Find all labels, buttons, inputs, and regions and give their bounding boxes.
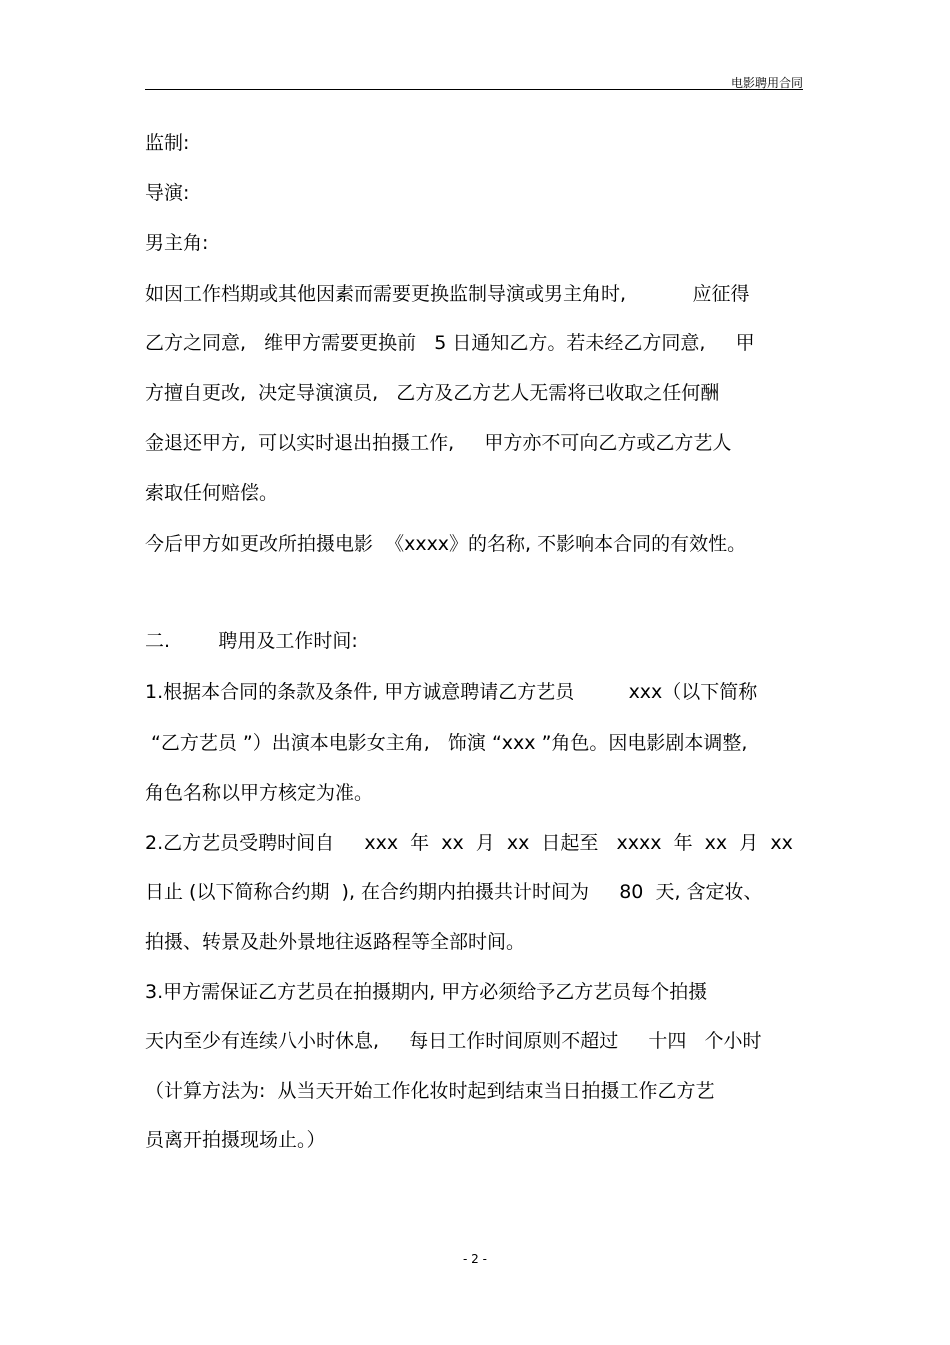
body-line: 导演: (145, 182, 190, 204)
body-line: 监制: (145, 132, 190, 154)
header-rule (145, 89, 803, 90)
body-line: 2.乙方艺员受聘时间自 xxx 年 xx 月 xx 日起至 xxxx 年 xx 月 xx (145, 832, 793, 854)
section-heading: 二. 聘用及工作时间: (145, 630, 358, 652)
body-line: 如因工作档期或其他因素而需要更换监制导演或男主角时, 应征得 (145, 283, 750, 305)
body-line: 员离开拍摄现场止。） (145, 1129, 326, 1151)
body-line: 金退还甲方, 可以实时退出拍摄工作, 甲方亦不可向乙方或乙方艺人 (145, 432, 732, 454)
body-line: 男主角: (145, 232, 209, 254)
body-line: 角色名称以甲方核定为准。 (145, 782, 374, 804)
body-line: 今后甲方如更改所拍摄电影 《xxxx》的名称, 不影响本合同的有效性。 (145, 533, 747, 555)
header-title: 电影聘用合同 (730, 76, 803, 90)
body-line: 天内至少有连续八小时休息, 每日工作时间原则不超过 十四 个小时 (145, 1030, 762, 1052)
body-line: 1.根据本合同的条款及条件, 甲方诚意聘请乙方艺员 xxx（以下简称 (145, 681, 758, 703)
body-line: 拍摄、转景及赴外景地往返路程等全部时间。 (145, 931, 526, 953)
body-line: 乙方之同意, 维甲方需要更换前 5 日通知乙方。若未经乙方同意, 甲 (145, 332, 755, 354)
body-line: 索取任何赔偿。 (145, 482, 279, 504)
body-line: 方擅自更改, 决定导演演员, 乙方及乙方艺人无需将已收取之任何酬 (145, 382, 720, 404)
body-line: 日止 (以下简称合约期 ), 在合约期内拍摄共计时间为 80 天, 含定妆、 (145, 881, 763, 903)
body-line: （计算方法为: 从当天开始工作化妆时起到结束当日拍摄工作乙方艺 (145, 1080, 715, 1102)
body-line: 3.甲方需保证乙方艺员在拍摄期内, 甲方必须给予乙方艺员每个拍摄 (145, 981, 708, 1003)
page-number: - 2 - (463, 1252, 487, 1266)
body-line: “乙方艺员 ”）出演本电影女主角, 饰演 “xxx ”角色。因电影剧本调整, (145, 732, 748, 754)
